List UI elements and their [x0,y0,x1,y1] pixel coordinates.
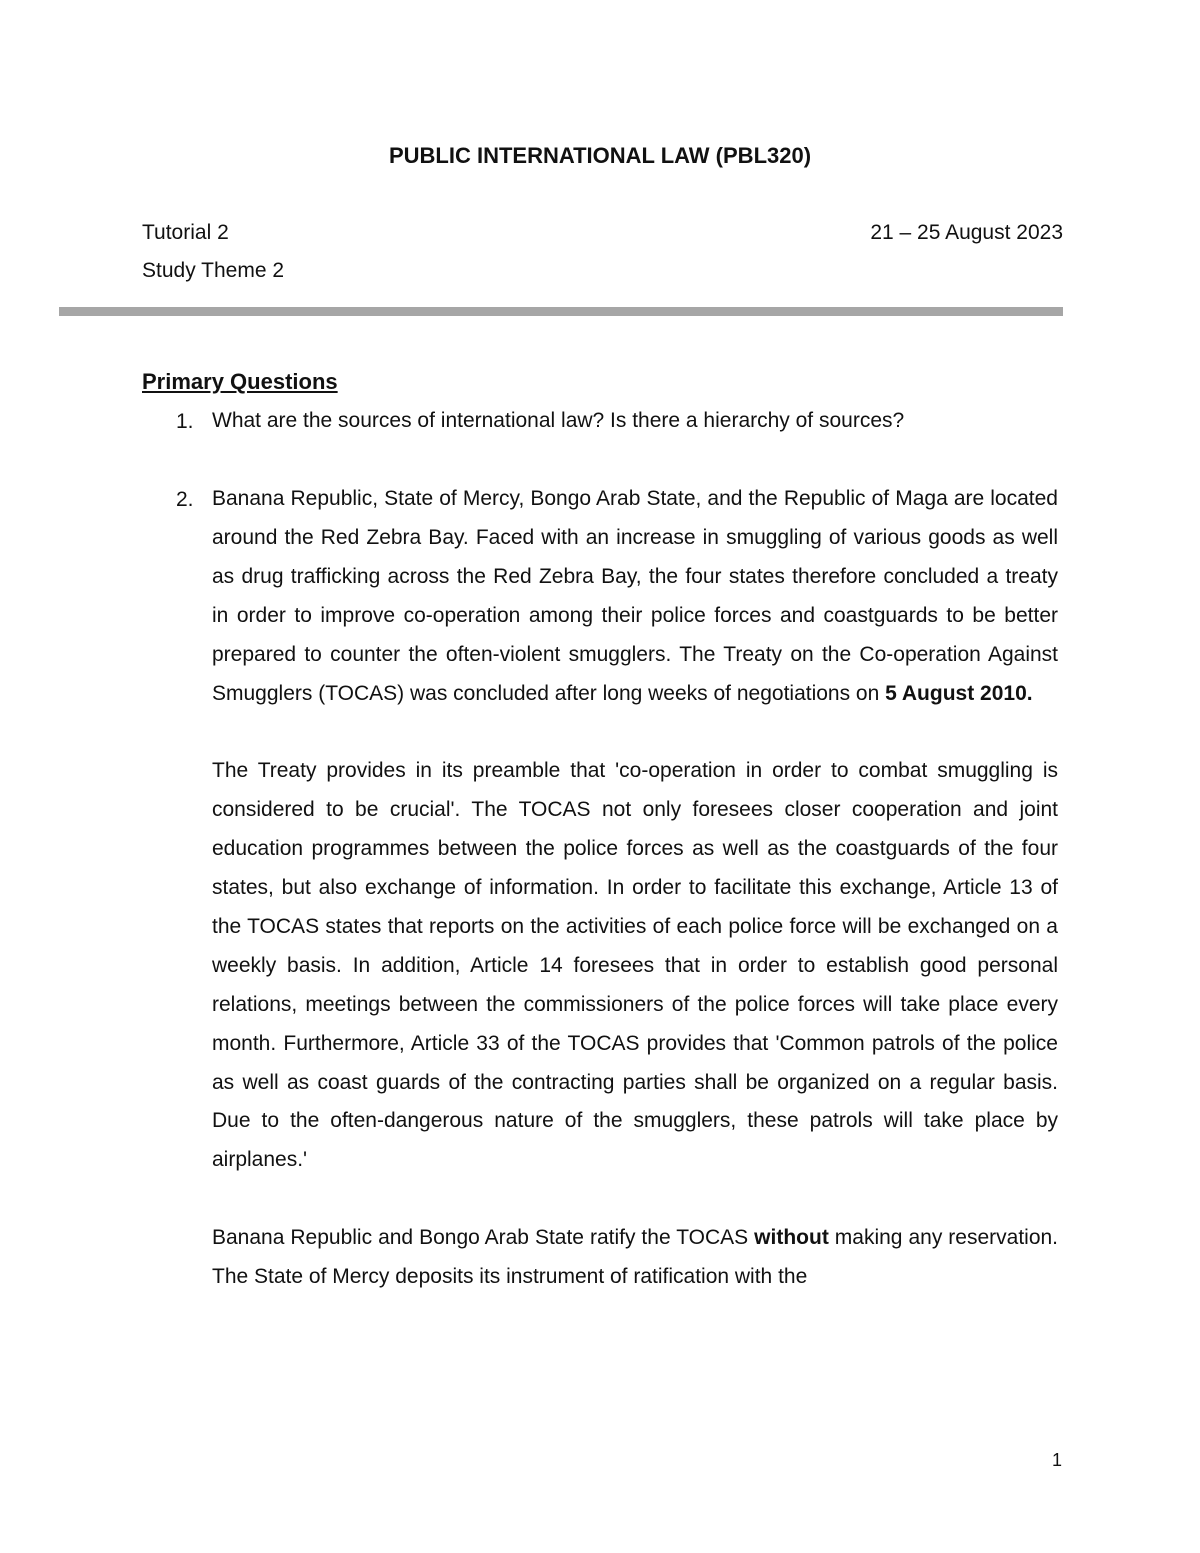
question-number: 1. [176,410,194,433]
page-number: 1 [1051,1450,1062,1470]
paragraph-treaty-intro [212,480,1058,713]
paragraph-text: Banana Republic, State of Mercy, Bongo Arab State, and the Republic of Maga are located around the Red Zebra Bay. Faced with an increase in smuggling of various goods as well as drug trafficking across the Red Zebra Bay, the four states therefore concluded a treaty in order to improve co-operation among their police forces and coastguards to be better prepared to counter the often-violent smugglers. The Treaty on the Co-operation Against Smugglers (TOCAS) was concluded after long weeks of negotiations on [212,487,1058,705]
header-divider [59,307,1063,316]
tutorial-label: Tutorial 2 [142,221,229,244]
paragraph-text: making any reservation. The State of Mercy deposits its instrument of ratification with the [212,1226,1059,1289]
paragraph-ratification [212,1219,1058,1297]
bold-without: without [754,1226,829,1250]
tutorial-date: 21 – 25 August 2023 [870,221,1063,244]
question-text: What are the sources of international law? Is there a hierarchy of sources? [212,409,905,432]
paragraph-treaty-provisions: The Treaty provides in its preamble that 'co-operation in order to combat smuggling is considered to be crucial'. The TOCAS not only foresees closer cooperation and joint education programmes between the police forces as well as the coastguards of the four states, but also exchange of information. In order to facilitate this exchange, Article 13 of the TOCAS states that reports on the activities of each police force will be exchanged on a weekly basis. In addition, Article 14 foresees that in order to establish good personal relations, meetings between the commissioners of the police forces will take place every month. Furthermore, Article 33 of the TOCAS provides that 'Common patrols of the police as well as coast guards of the contracting parties shall be organized on a regular basis. Due to the often-dangerous nature of the smugglers, these patrols will take place by airplanes.' [212,759,1058,1172]
question-number: 2. [176,488,194,511]
section-heading: Primary Questions [142,369,338,394]
question-body [212,480,1058,1297]
paragraph-text: Banana Republic and Bongo Arab State ratify the TOCAS [212,1226,755,1250]
document-title: PUBLIC INTERNATIONAL LAW (PBL320) [388,143,812,168]
bold-date: 5 August 2010. [885,681,1033,705]
study-theme-label: Study Theme 2 [142,259,285,282]
